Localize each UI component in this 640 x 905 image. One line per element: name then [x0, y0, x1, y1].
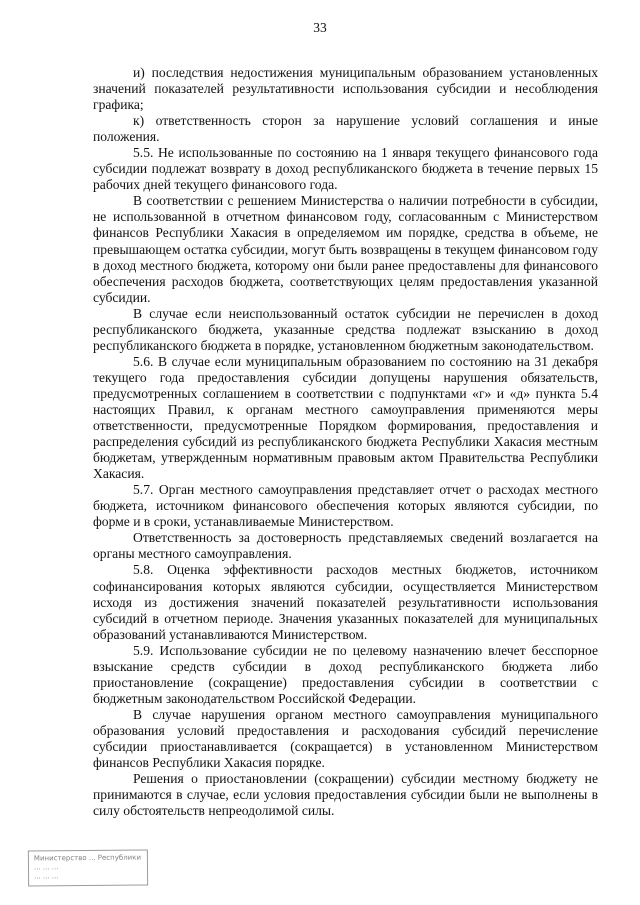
paragraph-5-9-suspension: В случае нарушения органом местного самоуправления муниципального образования условий предоставления и расходования субсидий перечисление субсидии приостанавливается (сокращается) в установленном Министерством финансов Республики Хакасия порядке. [93, 706, 598, 771]
paragraph-5-8: 5.8. Оценка эффективности расходов местных бюджетов, источником софинансирования которых являются субсидии, осуществляется Министерством исходя из достижения значений показателей результативности использования субсидий в отчетном периоде. Значения указанных показателей для муниципальных образований устанавливаются Министерством. [93, 562, 598, 642]
paragraph-5-5-decision: В соответствии с решением Министерства о наличии потребности в субсидии, не использованной в отчетном финансовом году, согласованным с Министерством финансов Республики Хакасия в определяемом им порядке, средства в объеме, не превышающем остатка субсидии, могут быть возвращены в текущем финансовом году в доход местного бюджета, которому они были ранее предоставлены для финансового обеспечения расходов бюджета, соответствующих целям предоставления указанной субсидии. [93, 193, 598, 305]
stamp-line: ... ... ... [33, 863, 59, 872]
stamp-line: ... ... ... [34, 872, 59, 881]
paragraph-5-7-responsibility: Ответственность за достоверность представляемых сведений возлагается на органы местного самоуправления. [93, 530, 598, 562]
paragraph-5-5: 5.5. Не использованные по состоянию на 1 января текущего финансового года субсидии подлежат возврату в доход республиканского бюджета в течение первых 15 рабочих дней текущего финансового года. [93, 145, 598, 193]
paragraph-5-9-force-majeure: Решения о приостановлении (сокращении) субсидии местному бюджету не принимаются в случае, если условия предоставления субсидии были не выполнены в силу обстоятельств непреодолимой силы. [93, 771, 598, 819]
paragraph-5-7: 5.7. Орган местного самоуправления представляет отчет о расходах местного бюджета, источником финансового обеспечения которых являются субсидии, по форме и в сроки, устанавливаемые Министерством. [93, 482, 598, 530]
paragraph-5-6: 5.6. В случае если муниципальным образованием по состоянию на 31 декабря текущего года предоставления субсидии допущены нарушения обязательств, предусмотренных соглашением в соответствии с подпунктами «г» и «д» пункта 5.4 настоящих Правил, к органам местного самоуправления применяются меры ответственности, предусмотренные Порядком формирования, предоставления и распределения субсидий из республиканского бюджета Республики Хакасия местным бюджетам, утвержденным нормативным правовым актом Правительства Республики Хакасия. [93, 353, 598, 482]
paragraph-5-9: 5.9. Использование субсидии не по целевому назначению влечет бесспорное взыскание средств субсидии в доход республиканского бюджета либо приостановление (сокращение) предоставления субсидии в соответствии с бюджетным законодательством Российской Федерации. [93, 642, 598, 706]
paragraph-5-5-recovery: В случае если неиспользованный остаток субсидии не перечислен в доход республиканского бюджета, указанные средства подлежат взысканию в доход республиканского бюджета в порядке, установленном бюджетным законодательством. [93, 305, 598, 353]
paragraph-item-k: к) ответственность сторон за нарушение условий соглашения и иные положения. [93, 113, 598, 145]
page-number: 33 [313, 20, 327, 35]
stamp-line: Министерство ... Республики [33, 853, 142, 863]
registration-stamp [28, 849, 148, 886]
document-body [93, 65, 598, 819]
paragraph-item-i: и) последствия недостижения муниципальным образованием установленных значений показателей результативности использования субсидии и несоблюдения графика; [93, 65, 598, 113]
